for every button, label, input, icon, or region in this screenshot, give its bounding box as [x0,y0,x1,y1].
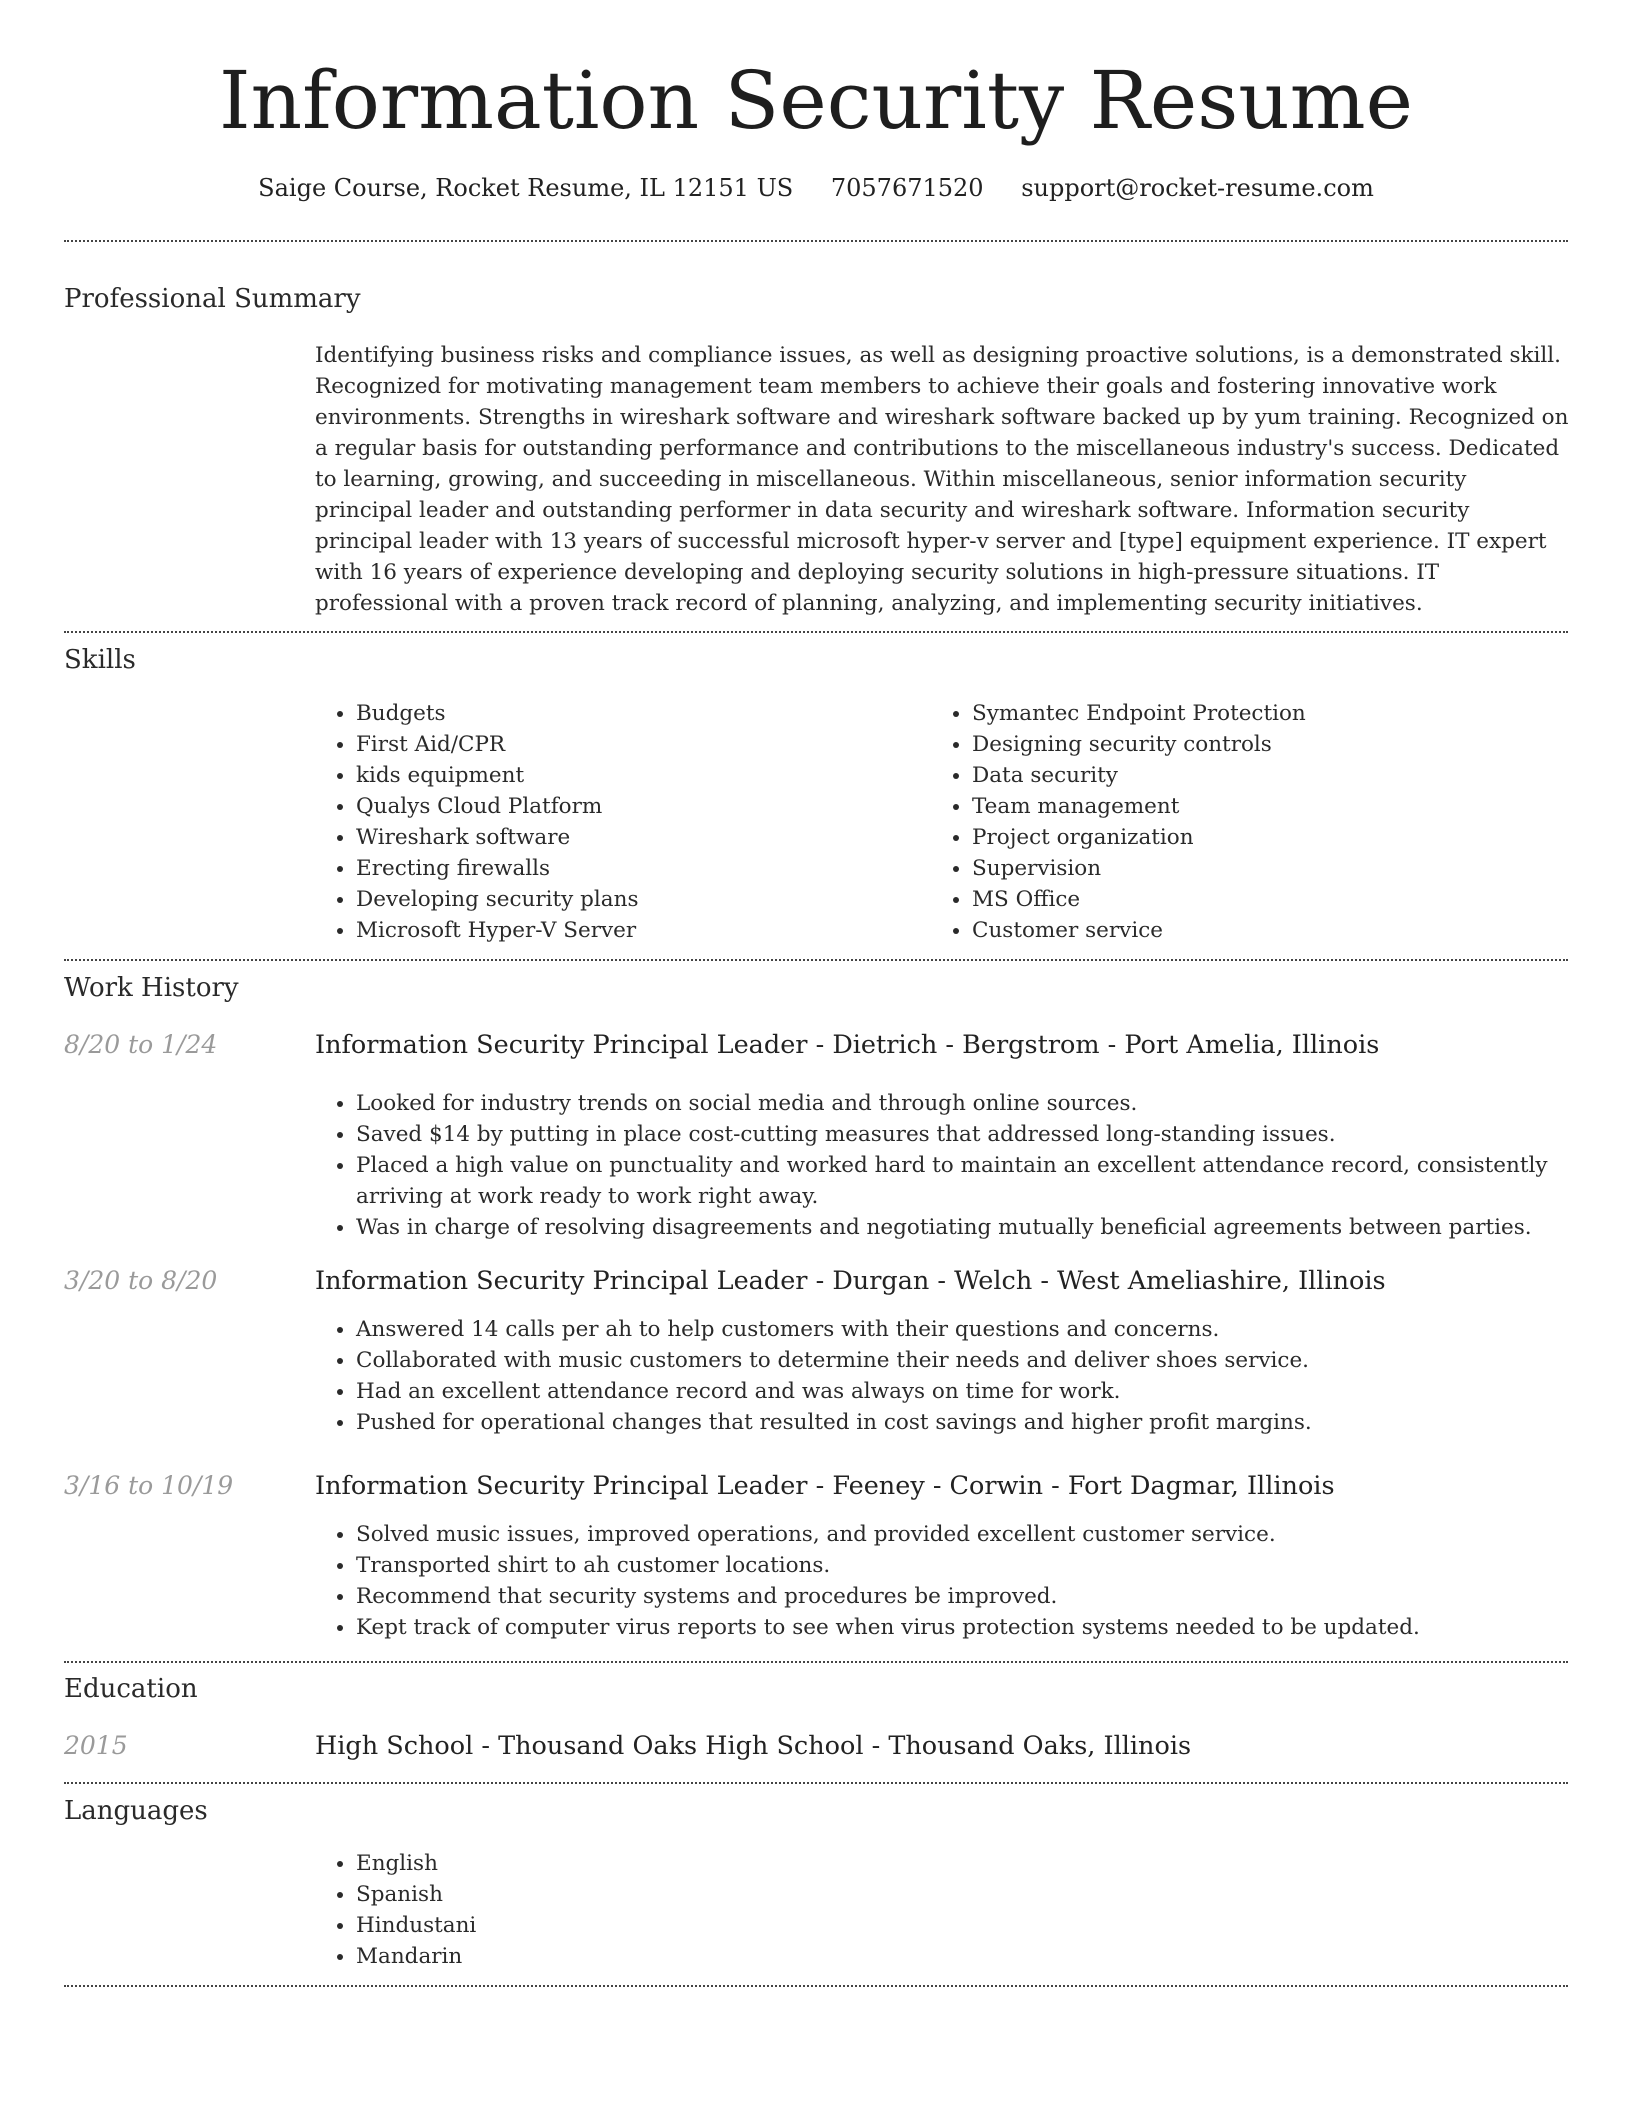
divider [64,1782,1568,1784]
job-bullet: • Transported shirt to ah customer locations. [356,1550,1596,1581]
job-dates: 8/20 to 1/24 [64,1030,218,1059]
divider [64,240,1568,242]
job-title: Information Security Principal Leader - Feeney - Corwin - Fort Dagmar, Illinois [315,1471,1335,1501]
section-label-work: Work History [64,973,239,1003]
job-title: Information Security Principal Leader - Dietrich - Bergstrom - Port Amelia, Illinois [315,1030,1380,1060]
job-bullet: • Collaborated with music customers to determine their needs and deliver shoes service. [356,1345,1596,1376]
job-bullet: • Saved $14 by putting in place cost-cutting measures that addressed long-standing issues. [356,1119,1596,1150]
section-label-languages: Languages [64,1796,208,1826]
skill-item: • Developing security plans [356,884,916,915]
languages-list [312,1848,916,1972]
skill-item: • Erecting firewalls [356,853,916,884]
skill-item: • Designing security controls [972,729,1592,760]
skill-item: • kids equipment [356,760,916,791]
contact-email: support@rocket-resume.com [1021,174,1374,202]
skill-item: • Project organization [972,822,1592,853]
skill-item: • Microsoft Hyper-V Server [356,915,916,946]
job-bullets [312,1519,1596,1643]
section-label-education: Education [64,1674,198,1704]
skill-item: • Data security [972,760,1592,791]
skill-item: • Symantec Endpoint Protection [972,698,1592,729]
job-bullet: • Placed a high value on punctuality and worked hard to maintain an excellent attendance record, consistently arriving at work ready to work right away. [356,1150,1596,1212]
job-dates: 3/20 to 8/20 [64,1266,218,1295]
skill-item: • Customer service [972,915,1592,946]
contact-phone: 7057671520 [830,174,984,202]
skill-item: • Budgets [356,698,916,729]
job-bullet: • Answered 14 calls per ah to help customers with their questions and concerns. [356,1314,1596,1345]
language-item: • Mandarin [356,1941,916,1972]
skill-item: • Team management [972,791,1592,822]
skill-item: • MS Office [972,884,1592,915]
contact-line [0,168,1632,208]
job-bullet: • Was in charge of resolving disagreements and negotiating mutually beneficial agreements between parties. [356,1212,1596,1243]
skills-list-right [928,698,1592,946]
skill-item: • First Aid/CPR [356,729,916,760]
divider [64,631,1568,633]
language-item: • English [356,1848,916,1879]
skill-item: • Wireshark software [356,822,916,853]
skill-item: • Qualys Cloud Platform [356,791,916,822]
job-bullet: • Looked for industry trends on social media and through online sources. [356,1088,1596,1119]
education-year: 2015 [64,1731,128,1760]
divider [64,959,1568,961]
job-bullets [312,1088,1596,1243]
section-label-skills: Skills [64,645,136,675]
divider [64,1985,1568,1987]
job-dates: 3/16 to 10/19 [64,1471,234,1500]
section-label-summary: Professional Summary [64,284,361,314]
job-bullet: • Had an excellent attendance record and was always on time for work. [356,1376,1596,1407]
job-bullet: • Pushed for operational changes that resulted in cost savings and higher profit margins. [356,1407,1596,1438]
resume-title: Information Security Resume [219,54,1413,147]
language-item: • Hindustani [356,1910,916,1941]
skills-list-left [312,698,916,946]
summary-text: Identifying business risks and compliance issues, as well as designing proactive solutions, is a demonstrated skill. Recognized for motivating management team members to achieve their goals and fostering innovative work environments. Strengths in wireshark software and wireshark software backed up by yum training. Recognized on a regular basis for outstanding performance and contributions to the miscellaneous industry's success. Dedicated to learning, growing, and succeeding in miscellaneous. Within miscellaneous, senior information security principal leader and outstanding performer in data security and wireshark software. Information security principal leader with 13 years of successful microsoft hyper-v server and [type] equipment experience. IT expert with 16 years of experience developing and deploying security solutions in high-pressure situations. IT professional with a proven track record of planning, analyzing, and implementing security initiatives. [315,343,1569,616]
job-bullet: • Solved music issues, improved operations, and provided excellent customer service. [356,1519,1596,1550]
contact-address: Saige Course, Rocket Resume, IL 12151 US [258,174,794,202]
skill-item: • Supervision [972,853,1592,884]
job-bullets [312,1314,1596,1438]
job-bullet: • Kept track of computer virus reports to see when virus protection systems needed to be updated. [356,1612,1596,1643]
education-title: High School - Thousand Oaks High School - Thousand Oaks, Illinois [315,1731,1192,1761]
divider [64,1661,1568,1663]
job-title: Information Security Principal Leader - Durgan - Welch - West Ameliashire, Illinois [315,1266,1386,1296]
job-bullet: • Recommend that security systems and procedures be improved. [356,1581,1596,1612]
language-item: • Spanish [356,1879,916,1910]
